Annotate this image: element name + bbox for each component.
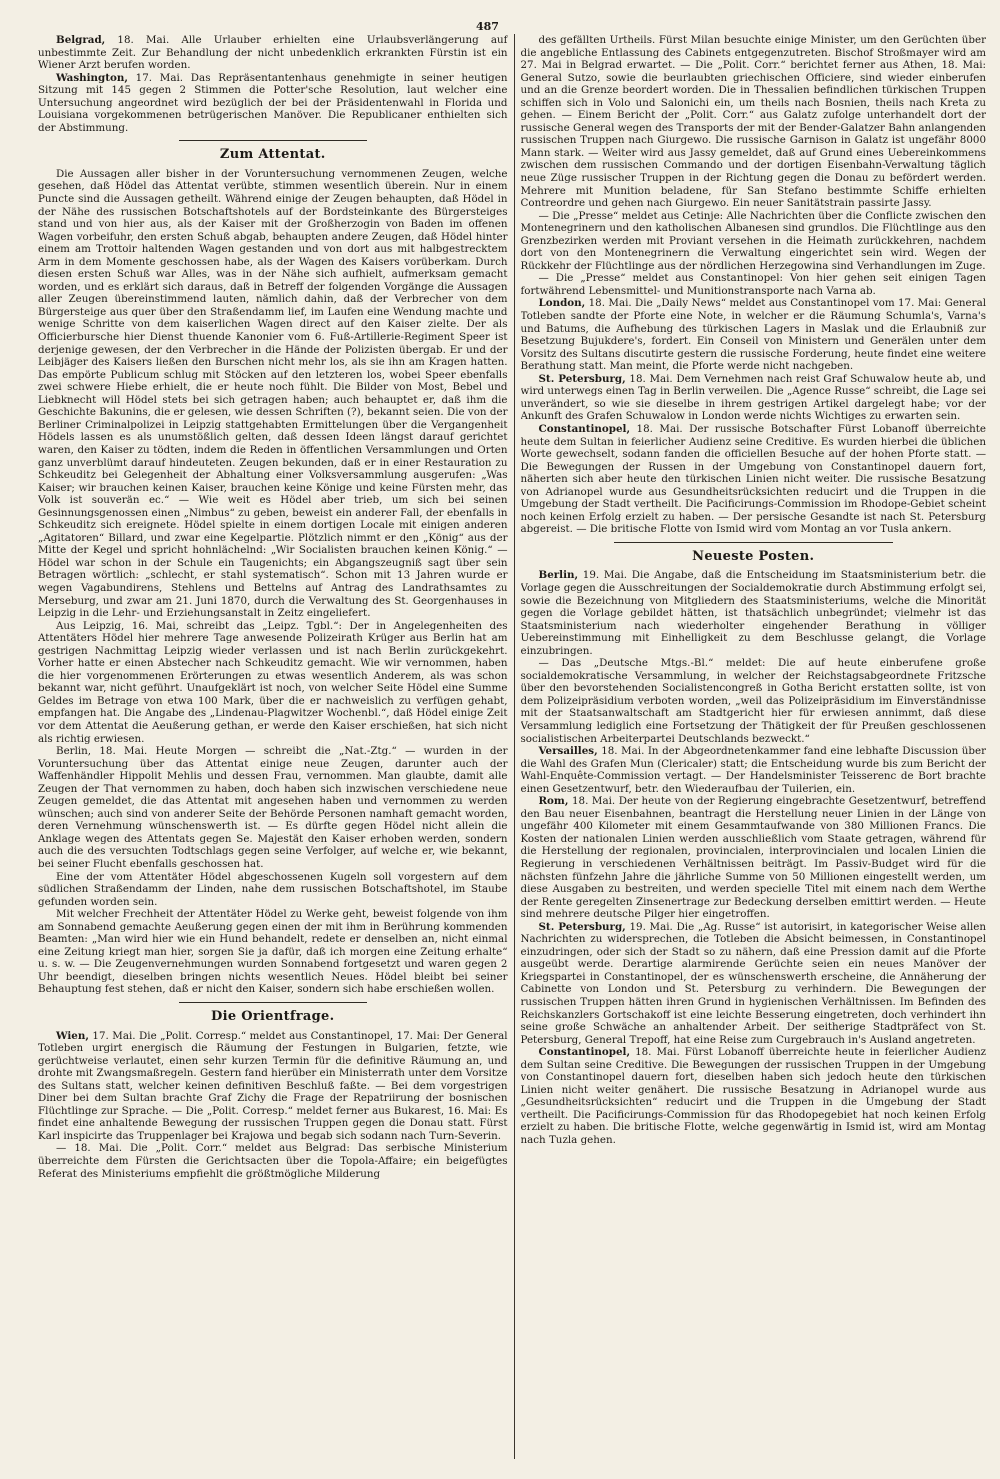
article-paragraph bbox=[521, 569, 987, 657]
dateline: Belgrad, bbox=[56, 34, 106, 46]
heading-neueste-posten: Neueste Posten. bbox=[692, 548, 815, 564]
intro-section bbox=[38, 34, 508, 134]
article-text: Die Aussagen aller bisher in der Voruntersuchung vernommenen Zeugen, welche gesehen, daß Hödel das Attentat verübte, stimmen wesentlich überein. Nur in einem Puncte sind die Aussagen getheilt. Während einige der Zeugen behaupten, daß Hödel in der Nähe des russischen Botschaftshotels auf der Bordsteinkante des Bürgersteiges stand und von hier aus, als der Kaiser mit der Großherzogin von Baden im offenen Wagen vorbeifuhr, den ersten Schuß abgab, behaupten andere Zeugen, daß Hödel hinter einem am Trottoir haltenden Wagen gestanden und von dort aus mit halbgestrecktem Arm in dem Momente geschossen habe, als der Wagen des Kaisers vorüberkam. Durch diesen ersten Schuß war Alles, was in der Nähe sich aufhielt, aufmerksam gemacht worden, und es erklärt sich daraus, daß in Betreff der folgenden Vorgänge die Aussagen aller Zeugen übereinstimmend lauten, nämlich dahin, daß der Verbrecher von dem Bürgersteige aus quer über den Straßendamm lief, im Laufen eine Wendung machte und wenige Schritte von dem kaiserlichen Wagen direct auf den Kaiser zielte. Der als Officierbursche hier Dienst thuende Kanonier vom 6. Fuß-Artillerie-Regiment Speer ist derjenige gewesen, der den Verbrecher in die Hände der Polizisten übergab. Er und der Leibjäger des Kaisers ließen den Burschen nicht mehr los, als sie ihn am Kragen hatten. Das empörte Publicum schlug mit Stöcken auf den letzteren los, wobei Speer ebenfalls zwei schwere Hiebe erhielt, die er heute noch fühlt. Die Bilder von Most, Bebel und Liebknecht will Hödel stets bei sich getragen haben; auch behauptet er, daß ihm die Geschichte Bakunins, die er gelesen, wie dessen Schriften (?), bekannt seien. Die von der Berliner Criminalpolizei in Leipzig stattgehabten Ermittelungen über die Vergangenheit Hödels lassen es als unumstößlich gelten, daß dessen Ideen längst darauf gerichtet waren, den Kaiser zu tödten, indem die Reden in öffentlichen Versammlungen und Orten ganz unverblümt darauf hindeuteten. Zeugen bekunden, daß er in einer Restauration zu Schkeuditz bei Gelegenheit der Abhaltung einer Volksversammlung ausgerufen: „Was Kaiser; wir brauchen keinen Kaiser, brauchen keine Könige und keine Fürsten mehr, das Volk ist souverän ec.“ — Wie weit es Hödel aber trieb, um sich bei seinen Gesinnungsgenossen einen „Nimbus“ zu geben, beweist ein anderer Fall, der ebenfalls in Schkeuditz sich ereignete. Hödel spielte in einem dortigen Locale mit einigen anderen „Agitatoren“ Billard, und zwar eine Kegelpartie. Plötzlich nimmt er den „König“ aus der Mitte der Kegel und spricht hohnlächelnd: „Wir Socialisten brauchen keinen König.“ — Hödel war schon in der Schule ein Taugenichts; ein Abgangszeugniß sagt über sein Betragen wörtlich: „schlecht, er stahl systematisch“. Schon mit 13 Jahren wurde er wegen Vagabundirens, Stehlens und Bettelns auf Antrag des Landrathsamtes zu Merseburg, und zwar am 21. Juni 1870, durch die Verwaltung des St. Georgenhauses in Leipzig in die Lehr- und Erziehungsanstalt in Zeitz eingeliefert. bbox=[38, 167, 508, 620]
article-paragraph bbox=[521, 210, 987, 273]
columns bbox=[38, 34, 986, 1459]
dateline: St. Petersburg, bbox=[538, 372, 626, 385]
article-text: Eine der vom Attentäter Hödel abgeschossenen Kugeln soll vorgestern auf dem südlichen Straßendamm der Linden, nahe dem russischen Botschaftshotel, im Staube gefunden worden sein. bbox=[38, 870, 508, 908]
article-paragraph bbox=[38, 34, 508, 72]
article-paragraph bbox=[521, 272, 987, 297]
article-paragraph bbox=[521, 34, 987, 210]
article-text: Mit welcher Frechheit der Attentäter Hödel zu Werke geht, beweist folgende von ihm am Sonnabend gemachte Aeußerung gegen einen der mit ihm in Berührung kommenden Beamten: „Man wird hier wie ein Hund behandelt, redete er denselben an, nicht einmal eine Zeitung kriegt man hier, sorgen Sie ja dafür, daß ich morgen eine Zeitung erhalte“ u. s. w. — Die Zeugenvernehmungen wurden Sonnabend fortgesetzt und waren gegen 2 Uhr beendigt, dieselben bringen nichts wesentlich Neues. Hödel bleibt bei seiner Behauptung fest stehen, daß er nicht den Kaiser, sondern sich habe erschießen wollen. bbox=[38, 908, 508, 996]
article-text: — Die „Presse“ meldet aus Cetinje: Alle Nachrichten über die Conflicte zwischen den Montenegrinern und den katholischen Albanesen sind grundlos. Die Flüchtlinge aus den Grenzbezirken werden mit Proviant versehen in die Heimath zurückkehren, nachdem dort von den Montenegrinern die Verwaltung eingerichtet sein wird. Wegen der Rückkehr der Flüchtlinge aus der nördlichen Herzegowina sind Verhandlungen im Zuge. bbox=[520, 209, 986, 272]
dateline: Versailles, bbox=[538, 745, 598, 758]
article-text: Berlin, 18. Mai. Heute Morgen — schreibt die „Nat.-Ztg.“ — wurden in der Voruntersuchung über das Attentat einige neue Zeugen, darunter auch der Waffenhändler Hippolit Mehlis und dessen Frau, vernommen. Man glaubte, damit alle Zeugen der That vernommen zu haben, doch haben sich inzwischen verschiedene neue Zeugen gemeldet, die das Attentat mit angesehen haben und vernommen zu werden wünschen; auch sind von anderer Seite der Behörde Personen namhaft gemacht worden, deren Vernehmung wünschenswerth ist. — Es dürfte gegen Hödel nicht allein die Anklage wegen des Attentats gegen Se. Majestät den Kaiser erhoben werden, sondern auch die des versuchten Todtschlags gegen seine Verfolger, auf welche er, wie bekannt, bei seiner Flucht ebenfalls geschossen hat. bbox=[38, 745, 508, 870]
dateline: Constantinopel, bbox=[538, 1046, 631, 1059]
article-paragraph bbox=[521, 745, 987, 795]
article-paragraph bbox=[38, 168, 508, 620]
dateline: Rom, bbox=[538, 795, 569, 808]
article-paragraph bbox=[521, 921, 987, 1046]
dateline: St. Petersburg, bbox=[538, 920, 626, 933]
left-column bbox=[38, 34, 508, 1459]
article-text: — Die „Presse“ meldet aus Constantinopel: Von hier gehen seit einigen Tagen fortwährend Lebensmittel- und Munitionstransporte nach Varna ab. bbox=[520, 272, 986, 297]
article-text: 18. Mai. Die „Daily News“ meldet aus Constantinopel vom 17. Mai: General Totleben sandte der Pforte eine Note, in welcher er die Räumung Schumla's, Varna's und Batums, die Aufhebung des türkischen Lagers in Maslak und die Erlaubniß zur Besetzung Bujukdere's, fordert. Ein Conseil von Ministern und Generälen unter dem Vorsitz des Sultans discutirte gestern die russische Forderung, heute findet eine weitere Berathung statt. Man meint, die Pforte werde nicht nachgeben. bbox=[520, 297, 986, 373]
article-text: 17. Mai. Das Repräsentantenhaus genehmigte in seiner heutigen Sitzung mit 145 gegen 2 Stimmen die Potter'sche Resolution, laut welcher eine Untersuchung angeordnet wird bezüglich der bei der Präsidentenwahl in Florida und Louisiana vorgekommenen betrügerischen Manöver. Die Republicaner enthielten sich der Abstimmung. bbox=[38, 71, 508, 134]
article-paragraph bbox=[38, 1030, 508, 1143]
dateline: Berlin, bbox=[538, 569, 579, 582]
dateline: Wien, bbox=[56, 1029, 89, 1042]
section-divider bbox=[179, 1002, 367, 1003]
article-paragraph bbox=[521, 373, 987, 423]
article-text: des gefällten Urtheils. Fürst Milan besuchte einige Minister, um den Gerüchten über die angebliche Entlassung des Cabinets entgegenzutreten. Bischof Stroßmayer wird am 27. Mai in Belgrad erwartet. — Die „Polit. Corr.“ berichtet ferner aus Athen, 18. Mai: General Sutzo, sowie die beurlaubten griechischen Officiere, sind wieder einberufen und an die Grenze beordert worden. Die in Thessalien befindlichen türkischen Truppen schiffen sich in Volo und Salonichi ein, um theils nach Bosnien, theils nach Kreta zu gehen. — Einem Bericht der „Polit. Corr.“ aus Galatz zufolge unterhandelt dort der russische General wegen des Transports der mit der Bender-Galatzer Bahn anlangenden russischen Truppen nach Giurgewo. Die russische Garnison in Galatz ist ungefähr 8000 Mann stark. — Weiter wird aus Jassy gemeldet, daß auf Grund eines Uebereinkommens zwischen dem russischen Commando und der dortigen Eisenbahn-Verwaltung täglich neue Züge russischer Truppen in der Richtung gegen die Donau zu befördert werden. Mehrere mit Munition beladene, für San Stefano bestimmte Schiffe erhielten Contreordre und gehen nach Giurgewo. Ein neuer Sanitätstrain passirte Jassy. bbox=[520, 34, 986, 210]
article-text: — Das „Deutsche Mtgs.-Bl.“ meldet: Die auf heute einberufene große socialdemokratische Versammlung, in welcher der Reichstagsabgeordnete Fritzsche über den bevorstehenden Socialistencongreß in Gotha Bericht erstatten sollte, ist von dem Polizeipräsidium verboten worden, „weil das Polizeipräsidium im Einverständnisse mit der Staatsanwaltschaft am Stadtgericht hier für erwiesen annimmt, daß diese Versammlung lediglich eine Fortsetzung der Thätigkeit der für Preußen geschlossenen socialistischen Arbeiterpartei Deutschlands bezweckt.“ bbox=[520, 657, 986, 745]
article-paragraph bbox=[38, 72, 508, 135]
article-text: 18. Mai. Alle Urlauber erhielten eine Urlaubsverlängerung auf unbestimmte Zeit. Zur Behandlung der nicht unbedenklich erkrankten Fürstin ist ein Wiener Arzt berufen worden. bbox=[38, 34, 508, 72]
article-text: 18. Mai. In der Abgeordnetenkammer fand eine lebhafte Discussion über die Wahl des Grafen Mun (Clericaler) statt; die Entscheidung wurde bis zum Bericht der Wahl-Enquête-Commission vertagt. — Der Handelsminister Teisserenc de Bort brachte einen Gesetzentwurf, betr. den Wiederaufbau der Tuilerien, ein. bbox=[520, 745, 986, 795]
article-paragraph bbox=[521, 1046, 987, 1146]
article-text: 19. Mai. Die Angabe, daß die Entscheidung im Staatsministerium betr. die Vorlage gegen die Ausschreitungen der Socialdemokratie durch Abstimmung erfolgt sei, sowie die Bezeichnung von Mitgliedern des Staatsministeriums, welche die Minorität gegen die Vorlage gebildet hätten, ist thatsächlich unbegründet; vielmehr ist das Staatsministerium nach wiederholter eingehender Berathung in völliger Uebereinstimmung mit Einhelligkeit zu dem Beschlusse gelangt, die Vorlage einzubringen. bbox=[520, 569, 986, 657]
orient-section bbox=[38, 1030, 508, 1181]
article-text: — 18. Mai. Die „Polit. Corr.“ meldet aus Belgrad: Das serbische Ministerium überreichte dem Fürsten die Gerichtsacten über die Topola-Affaire; ein beigefügtes Referat des Ministeriums empfiehlt die größtmögliche Milderung bbox=[38, 1142, 508, 1180]
section-divider bbox=[179, 140, 367, 141]
heading-orientfrage: Die Orientfrage. bbox=[211, 1009, 335, 1025]
article-paragraph bbox=[38, 908, 508, 996]
article-paragraph bbox=[38, 1142, 508, 1180]
article-text: 18. Mai. Der russische Botschafter Fürst Lobanoff überreichte heute dem Sultan in feierlicher Audienz seine Creditive. Es wurden hierbei die üblichen Worte gewechselt, sodann fanden die officiellen Besuche auf der hohen Pforte statt. — Die Bewegungen der Russen in der Umgebung von Constantinopel dauern fort, näherten sich aber heute den türkischen Linien nicht weiter. Die russische Besatzung von Adrianopel wurde aus Gesundheitsrücksichten reducirt und die Truppen in die Umgebung der Stadt vertheilt. Die Pacificirungs-Commission im Rhodope-Gebiet scheint noch keinen Erfolg erzielt zu haben. — Der persische Gesandte ist nach St. Petersburg abgereist. — Die britische Flotte von Ismid wird vom Montag an vor Tusla ankern. bbox=[520, 422, 986, 536]
dateline: London, bbox=[538, 297, 586, 310]
dateline: Washington, bbox=[56, 71, 128, 84]
article-text: 18. Mai. Dem Vernehmen nach reist Graf Schuwalow heute ab, und wird unterwegs einen Tag in Berlin verweilen. Die „Agence Russe“ schreibt, die Lage sei unverändert, so wie sie dieselbe in ihrem gestrigen Artikel dargelegt habe; vor der Ankunft des Grafen Schuwalow in London werde nichts Wichtiges zu erwarten sein. bbox=[520, 372, 986, 423]
article-text: 18. Mai. Fürst Lobanoff überreichte heute in feierlicher Audienz dem Sultan seine Creditive. Die Bewegungen der russischen Truppen in der Umgebung von Constantinopel dauern fort, dieselben haben sich jedoch heute den türkischen Linien nicht weiter genähert. Die russische Besatzung in Adrianopel wurde aus „Gesundheitsrücksichten“ reducirt und die Truppen in die Umgebung der Stadt vertheilt. Die Pacificirungs-Commission für das Rhodopegebiet hat noch keinen Erfolg erzielt zu haben. Die britische Flotte, welche gegenwärtig in Ismid ist, wird am Montag nach Tuzla gehen. bbox=[520, 1046, 986, 1147]
article-paragraph bbox=[521, 423, 987, 536]
neueste-section bbox=[521, 569, 987, 1146]
section-divider bbox=[614, 542, 893, 543]
attentat-section bbox=[38, 168, 508, 996]
article-paragraph bbox=[521, 657, 987, 745]
column-rule bbox=[514, 34, 515, 1459]
article-paragraph bbox=[38, 620, 508, 745]
right-column bbox=[521, 34, 987, 1459]
page-number: 487 bbox=[476, 20, 499, 33]
article-text: 18. Mai. Der heute von der Regierung eingebrachte Gesetzentwurf, betreffend den Bau neuer Eisenbahnen, beantragt die Herstellung neuer Linien in der Länge von ungefähr 400 Kilometer mit einem Gesammtaufwande von 380 Millionen Francs. Die Kosten der nationalen Linien werden ausschließlich vom Staate getragen, während für die Herstellung der regionalen, provincialen, interprovincialen und localen Linien die Regierung in verschiedenen Verhältnissen beiträgt. Im Passiv-Budget wird für die nächsten fünfzehn Jahre die jährliche Summe von 50 Millionen eingestellt werden, um diese Ausgaben zu bestreiten, und werden specielle Titel mit einem nach dem Werthe der Rente geregelten Zinsenertrage zur Bedeckung derselben emittirt werden. — Heute sind mehrere deutsche Pilger hier eingetroffen. bbox=[520, 795, 986, 921]
article-text: Aus Leipzig, 16. Mai, schreibt das „Leipz. Tgbl.“: Der in Angelegenheiten des Attentäters Hödel hier mehrere Tage anwesende Polizeirath Krüger aus Berlin hat am gestrigen Nachmittag Leipzig wieder verlassen und ist nach Berlin zurückgekehrt. Vorher hatte er einen Abstecher nach Schkeuditz gemacht. Wie wir vernommen, haben die hier vorgenommenen Erörterungen zu etwas wesentlich Anderem, als was schon bekannt war, nicht geführt. Unaufgeklärt ist noch, von welcher Seite Hödel eine Summe Geldes im Betrage von etwa 100 Mark, über die er nachweislich zu verfügen gehabt, empfangen hat. Die Angabe des „Lindenau-Plagwitzer Wochenbl.“, daß Hödel einige Zeit vor dem Attentat die Aeußerung gethan, er werde den Kaiser erschießen, hat sich nicht als richtig erwiesen. bbox=[38, 619, 508, 745]
right-top-section bbox=[521, 34, 987, 536]
article-text: 17. Mai. Die „Polit. Corresp.“ meldet aus Constantinopel, 17. Mai: Der General Totleben urgirt energisch die Räumung der Festungen in Bulgarien, fetzte, wie gerüchtweise verlautet, einen sehr kurzen Termin für die definitive Räumung an, und drohte mit Zwangsmaßregeln. Gestern fand hierüber ein Ministerrath unter dem Vorsitze des Sultans statt, welcher keinen definitiven Beschluß faßte. — Bei dem vorgestrigen Diner bei dem Sultan brachte Graf Zichy die Frage der Repatriirung der bosnischen Flüchtlinge zur Sprache. — Die „Polit. Corresp.“ meldet ferner aus Bukarest, 16. Mai: Es findet eine anhaltende Bewegung der russischen Truppen gegen die Donau statt. Fürst Karl inspicirte das Truppenlager bei Krajowa und begab sich sodann nach Turn-Severin. bbox=[38, 1029, 508, 1142]
article-text: 19. Mai. Die „Ag. Russe“ ist autorisirt, in kategorischer Weise allen Nachrichten zu widersprechen, die Totleben die Absicht beimessen, in Constantinopel einzudringen, oder sich der Stadt so zu nähern, daß eine Pression damit auf die Pforte ausgeübt werde. Derartige alarmirende Gerüchte seien ein neues Manöver der Kriegspartei in Constantinopel, der es wünschenswerth erscheine, die Annäherung der Cabinette von London und St. Petersburg zu verhindern. Die Bewegungen der russischen Truppen hätten ihren Grund in hygienischen Verhältnissen. Im Befinden des Reichskanzlers Gortschakoff ist eine leichte Besserung eingetreten, doch verhindert ihn seine große Schwäche an anhaltender Arbeit. Der seitherige Stadtpräfect von St. Petersburg, General Trepoff, hat eine Reise zum Curgebrauch in's Ausland angetreten. bbox=[520, 920, 986, 1046]
heading-attentat: Zum Attentat. bbox=[219, 147, 326, 163]
article-paragraph bbox=[521, 795, 987, 920]
article-paragraph bbox=[38, 745, 508, 870]
article-paragraph bbox=[521, 297, 987, 372]
dateline: Constantinopel, bbox=[538, 422, 631, 435]
article-paragraph bbox=[38, 871, 508, 909]
